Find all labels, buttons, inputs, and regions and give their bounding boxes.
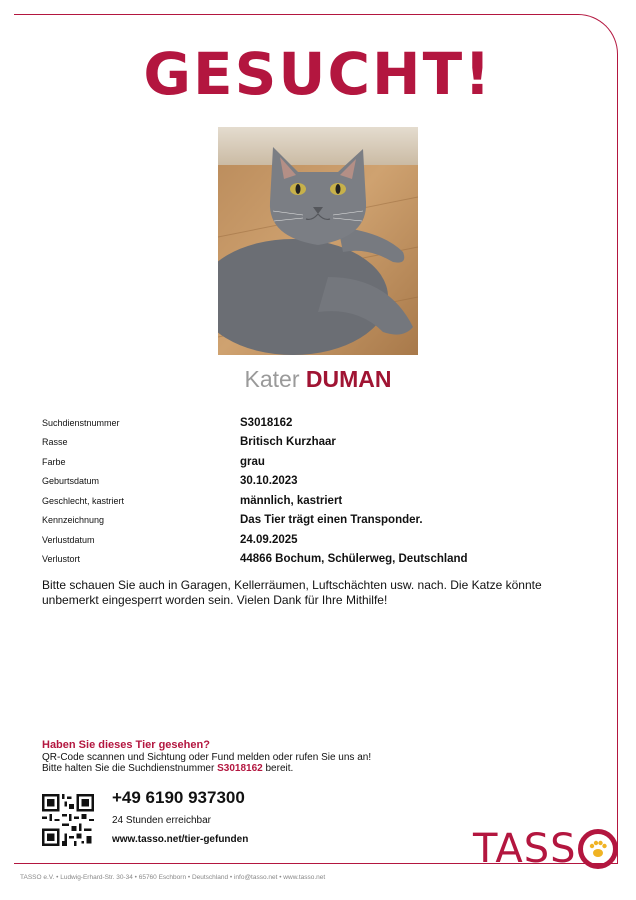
- footer-address: TASSO e.V. • Ludwig-Erhard-Str. 30-34 • 65760 Eschborn • Deutschland • info@tasso.net • www.tasso.net: [20, 874, 326, 881]
- paw-icon: [578, 829, 618, 869]
- pet-name-value: DUMAN: [305, 366, 392, 392]
- pet-kind: Kater: [244, 366, 300, 392]
- detail-key: Geschlecht, kastriert: [42, 495, 125, 506]
- detail-key: Farbe: [42, 456, 66, 467]
- detail-row: [42, 472, 602, 492]
- details-table: [42, 413, 602, 569]
- detail-value: grau: [240, 455, 265, 468]
- cta-line-2-post: bereit.: [262, 763, 294, 774]
- detail-key: Suchdienstnummer: [42, 417, 120, 428]
- cta-line-2: [42, 763, 602, 775]
- detail-value: 44866 Bochum, Schülerweg, Deutschland: [240, 553, 468, 566]
- cta-line-2-pre: Bitte halten Sie die Suchdienstnummer: [42, 763, 218, 774]
- detail-key: Verlustdatum: [42, 534, 95, 545]
- poster-headline: GESUCHT!: [143, 40, 493, 108]
- cta-search-number: S3018162: [217, 763, 263, 774]
- detail-value: Das Tier trägt einen Transponder.: [240, 514, 423, 527]
- detail-row: [42, 550, 602, 570]
- hotline-availability: 24 Stunden erreichbar: [112, 815, 211, 826]
- detail-value: 30.10.2023: [240, 475, 298, 488]
- detail-value: männlich, kastriert: [240, 494, 343, 507]
- detail-value: S3018162: [240, 416, 293, 429]
- cat-photo: [218, 127, 418, 355]
- call-to-action: [42, 740, 602, 775]
- search-note: Bitte schauen Sie auch in Garagen, Kellerräumen, Luftschächten usw. nach. Die Katze könnte unbemerkt eingesperrt worden sein. Vielen Dank für Ihre Mithilfe!: [42, 578, 542, 607]
- hotline-number[interactable]: +49 6190 937300: [112, 788, 245, 807]
- cta-line-1: QR-Code scannen und Sichtung oder Fund melden oder rufen Sie uns an!: [42, 751, 372, 763]
- report-link[interactable]: www.tasso.net/tier-gefunden: [112, 834, 249, 845]
- detail-row: [42, 413, 602, 433]
- detail-row: [42, 511, 602, 531]
- logo-text: TASS: [473, 826, 577, 872]
- detail-row: [42, 530, 602, 550]
- qr-code[interactable]: [42, 794, 94, 846]
- tasso-logo: [473, 826, 618, 872]
- detail-key: Rasse: [42, 437, 68, 448]
- detail-row: [42, 452, 602, 472]
- pet-name: [0, 366, 636, 393]
- detail-key: Verlustort: [42, 554, 81, 565]
- detail-key: Geburtsdatum: [42, 476, 100, 487]
- detail-row: [42, 491, 602, 511]
- detail-value: Britisch Kurzhaar: [240, 436, 336, 449]
- detail-key: Kennzeichnung: [42, 515, 105, 526]
- detail-row: [42, 433, 602, 453]
- detail-value: 24.09.2025: [240, 533, 298, 546]
- cta-question: Haben Sie dieses Tier gesehen?: [42, 739, 210, 751]
